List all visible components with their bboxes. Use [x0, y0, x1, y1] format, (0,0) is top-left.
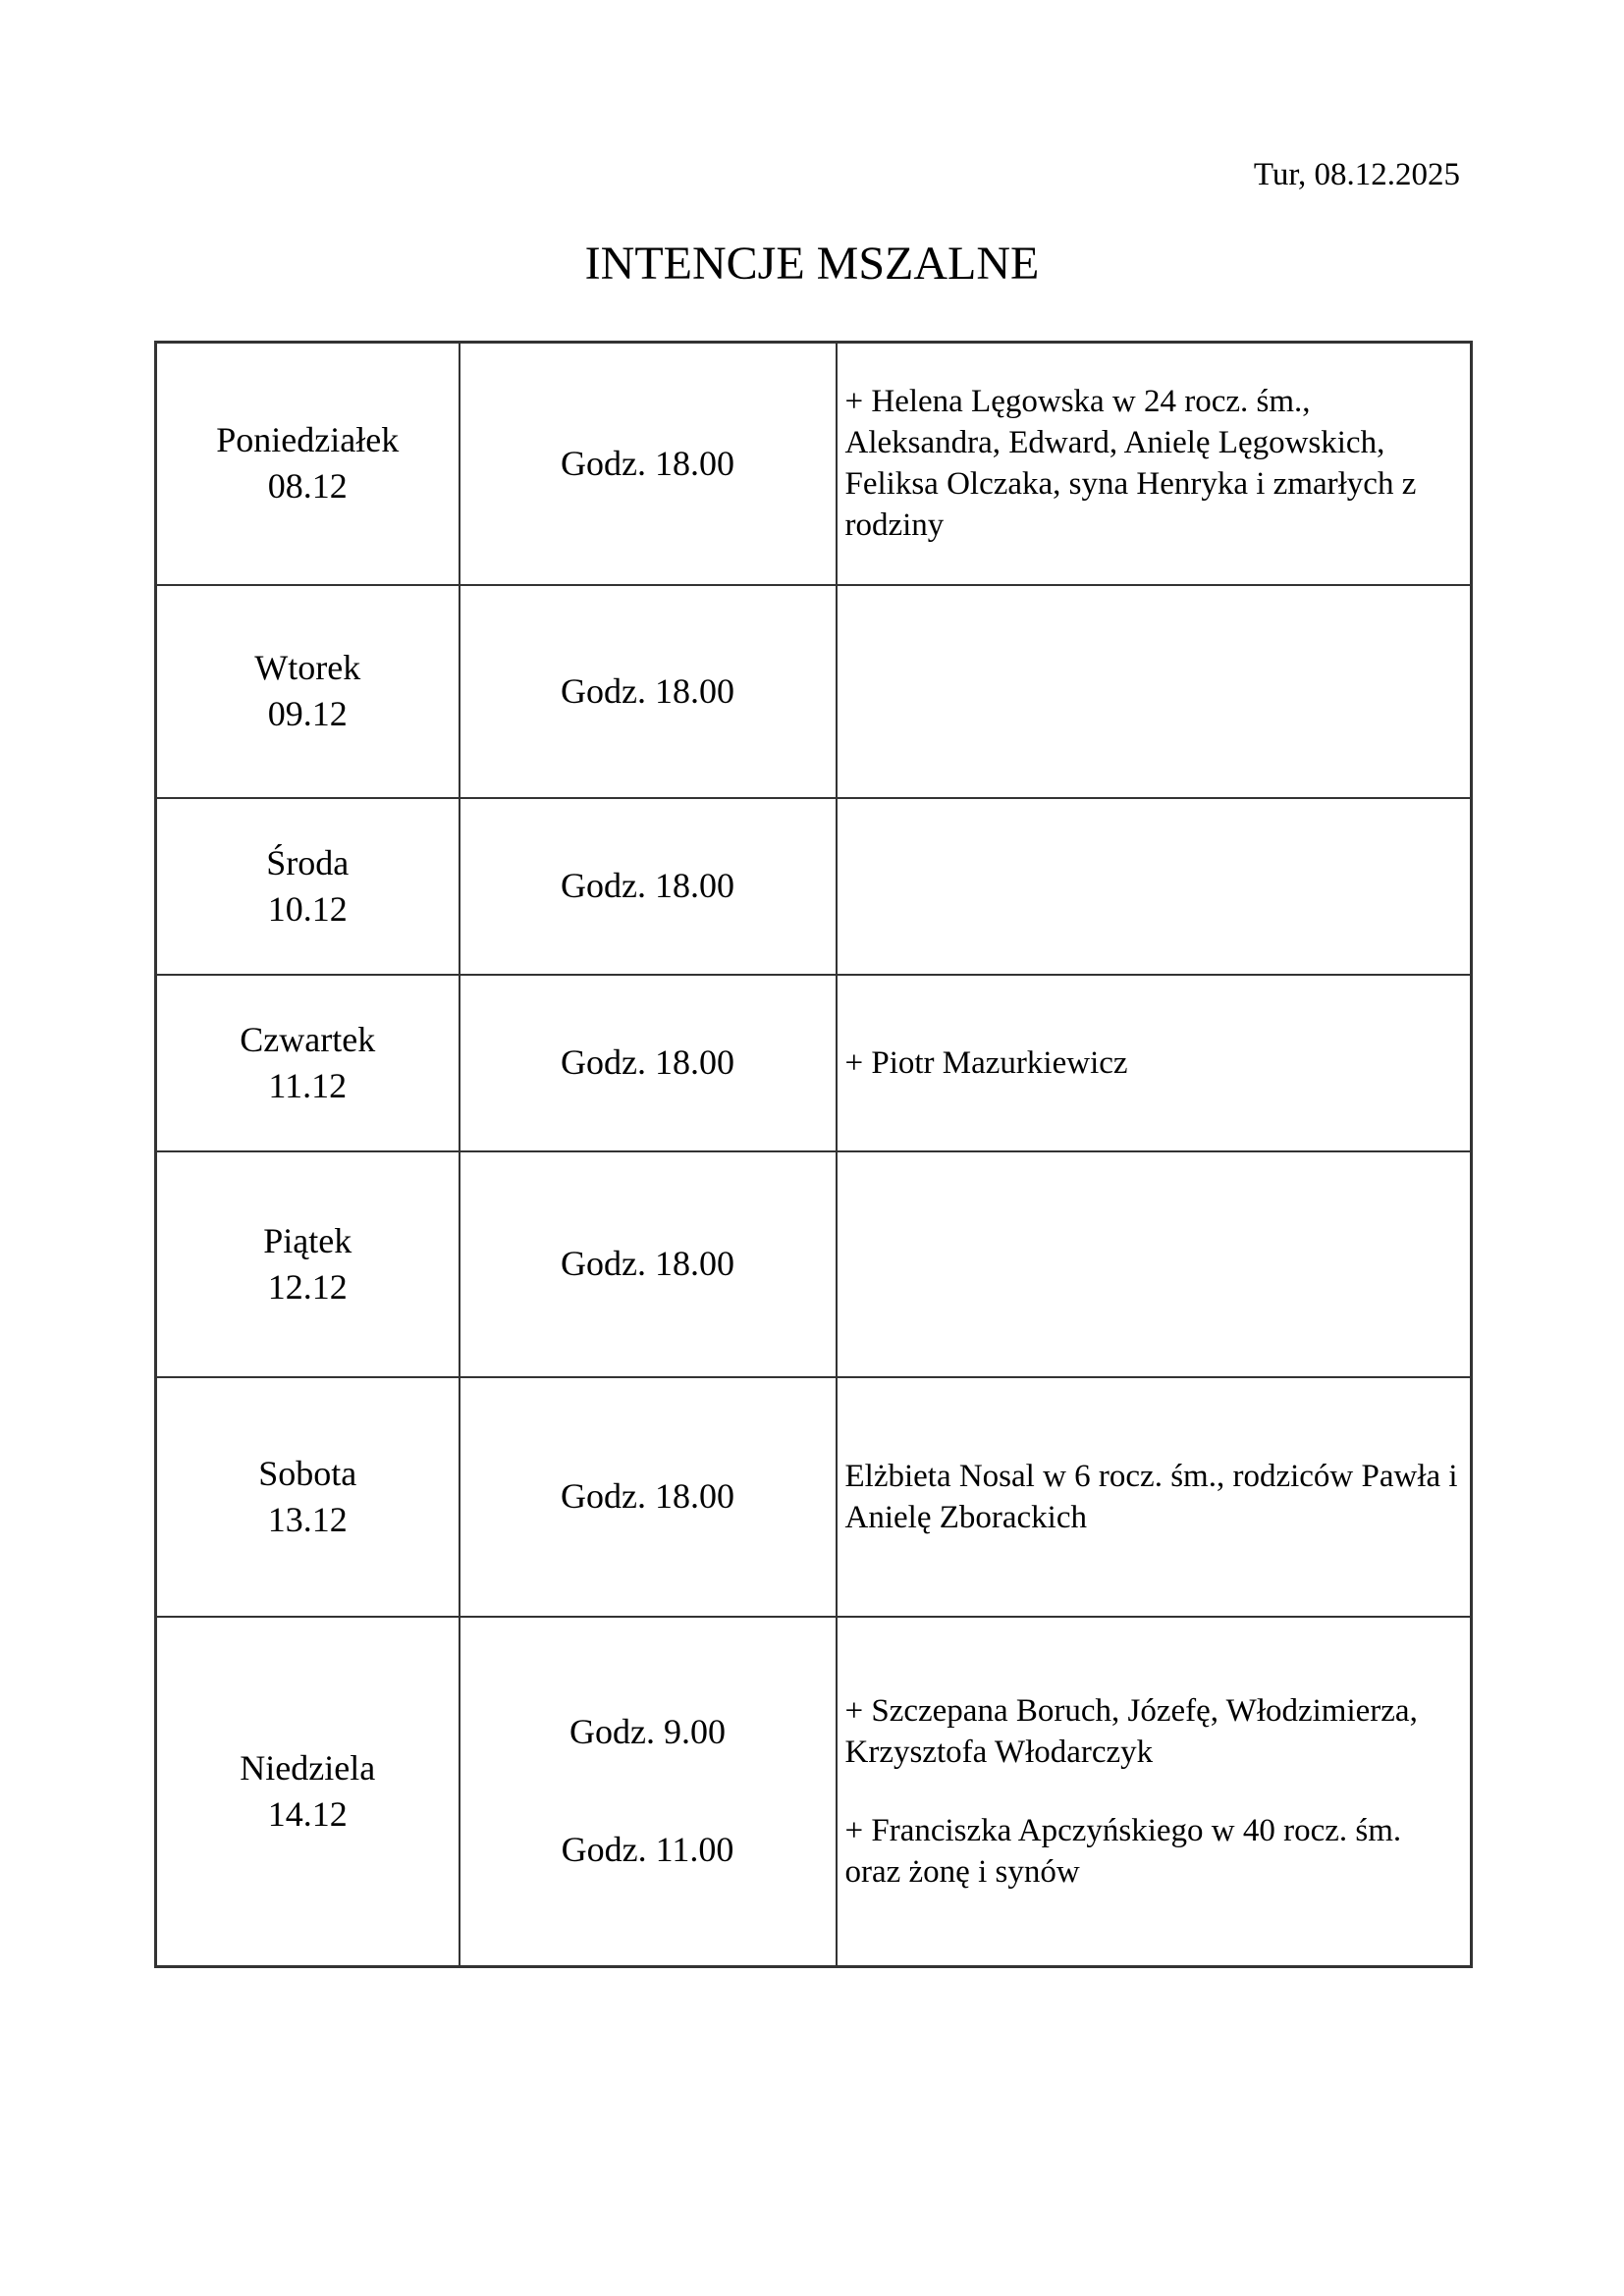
times-group	[460, 863, 836, 909]
times-group	[460, 1040, 836, 1086]
intention-cell	[837, 585, 1472, 798]
day-date: 09.12	[267, 694, 348, 733]
intentions-group	[838, 381, 1471, 546]
time-entry: Godz. 18.00	[561, 670, 734, 711]
day-name: Niedziela	[240, 1747, 376, 1788]
intention-text: + Piotr Mazurkiewicz	[844, 1044, 1128, 1081]
time-entry: Godz. 18.00	[561, 1042, 734, 1082]
table-row	[156, 1377, 1472, 1617]
time-cell	[460, 1377, 837, 1617]
mass-intentions-table	[154, 341, 1473, 1968]
day-cell	[156, 1617, 460, 1967]
intention-cell	[837, 343, 1472, 585]
time-entry: Godz. 18.00	[561, 1476, 734, 1516]
intentions-group	[838, 1456, 1471, 1538]
time-cell	[460, 1617, 837, 1967]
time-entry: Godz. 18.00	[561, 866, 734, 905]
intentions-group	[838, 1042, 1471, 1084]
time-cell	[460, 798, 837, 975]
day-name: Wtorek	[254, 648, 361, 687]
intention-text: + Helena Lęgowska w 24 rocz. śm., Aleksandra, Edward, Anielę Lęgowskich, Feliksa Olczaka, syna Henryka i zmarłych z rodziny	[844, 384, 1417, 544]
table-row	[156, 975, 1472, 1151]
day-date: 13.12	[267, 1499, 348, 1539]
day-cell	[156, 975, 460, 1151]
day-cell	[156, 343, 460, 585]
day-cell	[156, 1377, 460, 1617]
day-name: Poniedziałek	[216, 420, 400, 460]
table-body	[156, 343, 1472, 1967]
day-date: 14.12	[267, 1793, 348, 1834]
document-date: Tur, 08.12.2025	[1253, 157, 1460, 192]
day-date: 08.12	[267, 466, 348, 507]
day-date: 11.12	[268, 1065, 348, 1105]
day-cell	[156, 798, 460, 975]
times-group	[460, 1241, 836, 1287]
times-group	[460, 1473, 836, 1520]
time-cell	[460, 585, 837, 798]
intention-cell	[837, 975, 1472, 1151]
intention-cell	[837, 1151, 1472, 1377]
table-row	[156, 585, 1472, 798]
intention-cell	[837, 1377, 1472, 1617]
table-row	[156, 343, 1472, 585]
day-date: 12.12	[267, 1266, 348, 1307]
time-entry: Godz. 11.00	[561, 1830, 734, 1870]
times-group	[460, 668, 836, 715]
day-name: Piątek	[263, 1220, 352, 1260]
times-group	[460, 1709, 836, 1873]
intention-cell	[837, 1617, 1472, 1967]
day-date: 10.12	[267, 888, 348, 929]
day-name: Sobota	[258, 1453, 357, 1493]
time-entry: Godz. 18.00	[561, 443, 734, 483]
time-cell	[460, 975, 837, 1151]
intentions-group	[838, 1690, 1471, 1893]
day-cell	[156, 585, 460, 798]
intention-text: + Szczepana Boruch, Józefę, Włodzimierza, Krzysztofa Włodarczyk	[844, 1692, 1418, 1770]
table-row	[156, 1151, 1472, 1377]
time-entry: Godz. 9.00	[569, 1712, 726, 1752]
time-cell	[460, 1151, 837, 1377]
intention-text: Elżbieta Nosal w 6 rocz. śm., rodziców Pawła i Anielę Zborackich	[844, 1458, 1458, 1535]
times-group	[460, 441, 836, 487]
table-row	[156, 1617, 1472, 1967]
day-name: Czwartek	[240, 1019, 376, 1059]
time-entry: Godz. 18.00	[561, 1244, 734, 1283]
intention-text: + Franciszka Apczyńskiego w 40 rocz. śm. oraz żonę i synów	[844, 1812, 1402, 1890]
page-title: INTENCJE MSZALNE	[584, 238, 1040, 290]
table-row	[156, 798, 1472, 975]
intention-cell	[837, 798, 1472, 975]
time-cell	[460, 343, 837, 585]
day-cell	[156, 1151, 460, 1377]
day-name: Środa	[266, 842, 350, 882]
